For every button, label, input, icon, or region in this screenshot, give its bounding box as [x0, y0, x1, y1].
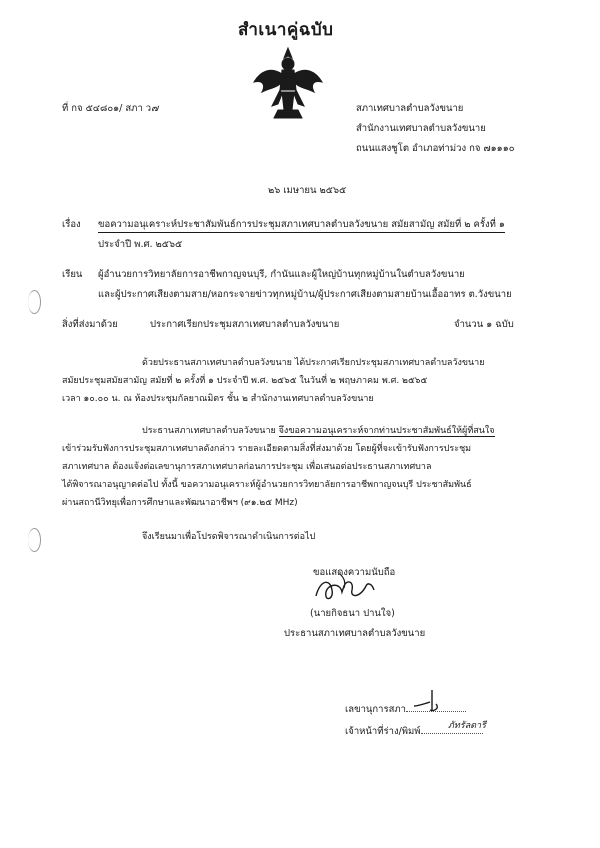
sender-line-3: ถนนแสงชูโต อำเภอท่าม่วง กจ ๗๑๑๑๐ — [356, 143, 515, 154]
page-title: สำเนาคู่ฉบับ — [238, 20, 334, 40]
footer-secretary-label: เลขานุการสภา — [345, 703, 466, 717]
sender-line-2: สำนักงานเทศบาลตำบลวังขนาย — [356, 123, 486, 134]
footer-secretary-initial — [410, 688, 456, 714]
recipient-line-2: และผู้ประกาศเสียงตามสาย/หอกระจายข่าวทุกหมู่บ้าน/ผู้ประกาศเสียงตามสายบ้านเอื้ออาทร ต.วังขนาย — [98, 289, 512, 300]
recipient-label: เรียน — [62, 269, 83, 280]
footer-typist-label: เจ้าหน้าที่ร่าง/พิมพ์ — [345, 725, 483, 739]
body-paragraph-3: จึงเรียนมาเพื่อโปรดพิจารณาดำเนินการต่อไป — [142, 532, 316, 542]
footer-typist-initials: ภัทรัลดารี — [448, 721, 486, 731]
body-paragraph-2-line-5: ผ่านสถานีวิทยุเพื่อการศึกษาและพัฒนาอาชีพฯ (๙๑.๒๕ MHz) — [62, 498, 298, 508]
subject-text-2: ประจำปี พ.ศ. ๒๕๖๕ — [98, 239, 183, 250]
signer-name: (นายกิจธนา ปานใจ) — [310, 608, 395, 619]
sender-line-1: สภาเทศบาลตำบลวังขนาย — [356, 103, 464, 114]
body-paragraph-2-line-2: เข้าร่วมรับฟังการประชุมสภาเทศบาลดังกล่าว รายละเอียดตามสิ่งที่ส่งมาด้วย โดยผู้ที่จะเข้ารับฟังการประชุม — [62, 444, 472, 454]
body-paragraph-1-line-2: สมัยประชุมสมัยสามัญ สมัยที่ ๒ ครั้งที่ ๑ ประจำปี พ.ศ. ๒๕๖๕ ในวันที่ ๒ พฤษภาคม พ.ศ. ๒๕๖๕ — [62, 376, 428, 386]
signer-title: ประธานสภาเทศบาลตำบลวังขนาย — [284, 628, 426, 639]
body-paragraph-2-line-1: ประธานสภาเทศบาลตำบลวังขนาย จึงขอความอนุเคราะห์จากท่านประชาสัมพันธ์ให้ผู้ที่สนใจ — [142, 426, 495, 436]
enclosure-quantity: จำนวน ๑ ฉบับ — [454, 319, 514, 330]
subject-text: ขอความอนุเคราะห์ประชาสัมพันธ์การประชุมสภาเทศบาลตำบลวังขนาย สมัยสามัญ สมัยที่ ๒ ครั้งที่ ๑ — [98, 218, 505, 233]
recipient-line-1: ผู้อำนวยการวิทยาลัยการอาชีพกาญจนบุรี, กำนันและผู้ใหญ่บ้านทุกหมู่บ้านในตำบลวังขนาย — [98, 269, 465, 280]
closing-text: ขอแสดงความนับถือ — [313, 567, 396, 578]
body-paragraph-1-line-3: เวลา ๑๐.๐๐ น. ณ ห้องประชุมกัลยาณมิตร ชั้น ๒ สำนักงานเทศบาลตำบลวังขนาย — [62, 394, 374, 404]
body-paragraph-2-line-3: สภาเทศบาล ต้องแจ้งต่อเลขานุการสภาเทศบาลก่อนการประชุม เพื่อเสนอต่อประธานสภาเทศบาล — [62, 462, 432, 472]
subject-label: เรื่อง — [62, 219, 81, 230]
garuda-emblem-icon — [252, 44, 324, 120]
handwritten-signature — [310, 572, 380, 606]
body-paragraph-1-line-1: ด้วยประธานสภาเทศบาลตำบลวังขนาย ได้ประกาศเรียกประชุมสภาเทศบาลตำบลวังขนาย — [142, 358, 485, 368]
document-date: ๒๖ เมษายน ๒๕๖๕ — [268, 185, 347, 196]
punch-hole-icon — [28, 528, 41, 552]
document-number: ที่ กจ ๕๔๘๐๑/ สภา ว๗ — [62, 103, 159, 114]
enclosure-text: ประกาศเรียกประชุมสภาเทศบาลตำบลวังขนาย — [150, 319, 340, 330]
enclosure-label: สิ่งที่ส่งมาด้วย — [62, 319, 118, 330]
punch-hole-icon — [28, 290, 41, 314]
body-paragraph-2-line-4: ได้พิจารณาอนุญาตต่อไป ทั้งนี้ ขอความอนุเคราะห์ผู้อำนวยการวิทยาลัยการอาชีพกาญจนบุรี ประชาสัมพันธ์ — [62, 480, 472, 490]
